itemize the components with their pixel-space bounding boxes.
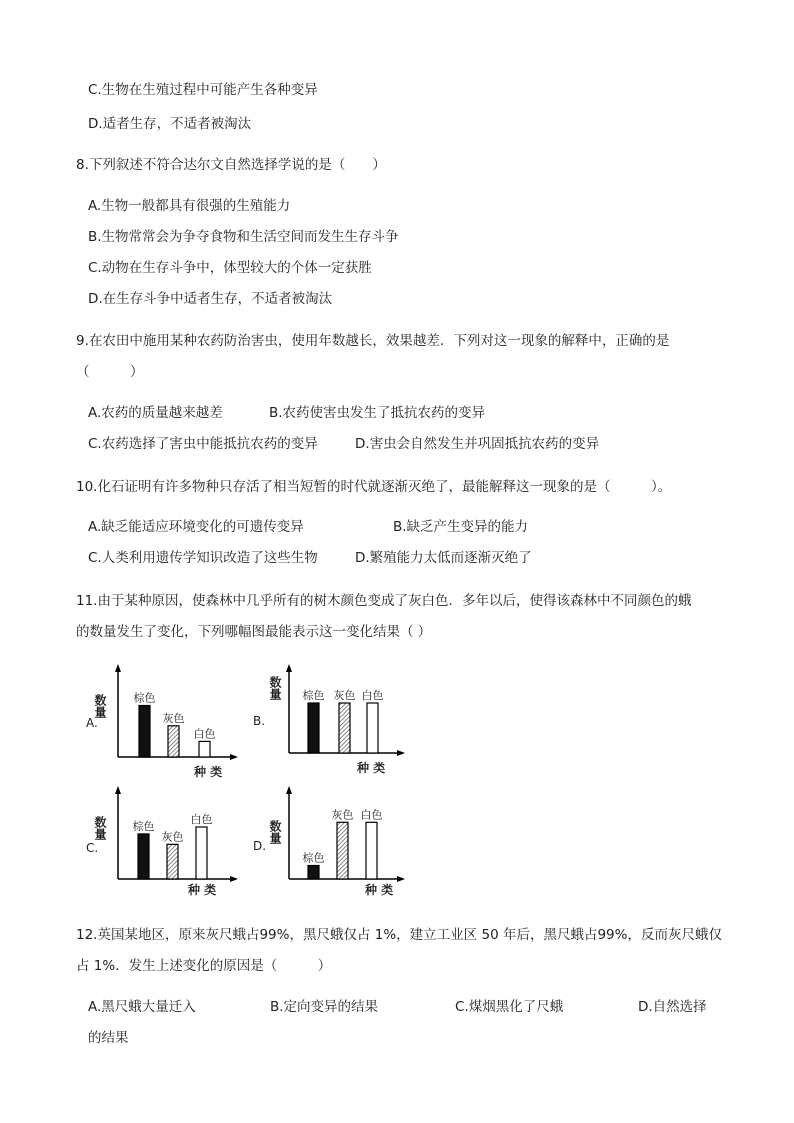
chart-b-bar-white <box>367 703 378 753</box>
q12-options-row <box>88 997 728 1017</box>
q10-stem: 10.化石证明有许多物种只存活了相当短暂的时代就逐渐灭绝了，最能解释这一现象的是（ ）。 <box>76 479 672 495</box>
chart-d-xlabel: 种 类 <box>365 883 394 897</box>
q9-stem-cont: （ ） <box>76 364 144 380</box>
q10-option-d: D.繁殖能力太低而逐渐灭绝了 <box>355 550 532 566</box>
q10-options-row-2 <box>88 548 708 568</box>
chart-d-bar-brown <box>308 866 319 880</box>
q12-stem: 12.英国某地区，原来灰尺蛾占99%，黑尺蛾仅占 1%，建立工业区 50 年后，黑尺蛾占99%，反而灰尺蛾仅 <box>76 927 722 943</box>
chart-b-label-white: 白色 <box>361 689 384 702</box>
q9-stem: 9.在农田中施用某种农药防治害虫，使用年数越长，效果越差．下列对这一现象的解释中，正确的是 <box>76 333 670 349</box>
chart-c-label-brown: 棕色 <box>132 819 155 833</box>
chart-b <box>253 664 413 782</box>
q10-option-a: A.缺乏能适应环境变化的可遗传变异 <box>88 519 304 535</box>
chart-a-bar-brown <box>139 706 150 757</box>
chart-d-x-arrow-icon <box>397 876 405 882</box>
chart-c-bar-gray <box>167 844 178 879</box>
chart-a-bar-white <box>199 741 210 757</box>
chart-d-ylabel: 数量 <box>268 820 282 844</box>
chart-d-letter: D. <box>253 839 267 853</box>
chart-b-label-brown: 棕色 <box>302 689 325 702</box>
q12-stem-cont: 占 1%．发生上述变化的原因是（ ） <box>76 958 332 974</box>
chart-c-bar-brown <box>138 834 149 879</box>
chart-d-bar-white <box>366 822 377 879</box>
chart-c-xlabel: 种 类 <box>188 883 217 897</box>
q8-option-a: A.生物一般都具有很强的生殖能力 <box>88 198 291 214</box>
chart-d-y-arrow-icon <box>286 786 292 794</box>
chart-b-x-arrow-icon <box>397 750 405 756</box>
chart-b-letter: B. <box>253 714 266 728</box>
chart-c-label-white: 白色 <box>190 813 213 826</box>
q8-option-c: C.动物在生存斗争中，体型较大的个体一定获胜 <box>88 260 372 276</box>
q9-option-c: C.农药选择了害虫中能抵抗农药的变异 <box>88 436 318 452</box>
chart-a-y-arrow-icon <box>115 664 121 672</box>
chart-d <box>253 786 413 898</box>
chart-a-ylabel: 数量 <box>93 694 107 718</box>
q12-option-a: A.黑尺蛾大量迁入 <box>88 999 196 1015</box>
q9-option-d: D.害虫会自然发生并巩固抵抗农药的变异 <box>355 436 600 452</box>
q10-options-row-1 <box>88 517 708 537</box>
q9-options-row-1 <box>88 403 708 423</box>
q9-option-a: A.农药的质量越来越差 <box>88 405 223 421</box>
chart-b-label-gray: 灰色 <box>333 689 356 702</box>
q12-option-b: B.定向变异的结果 <box>270 999 379 1015</box>
q12-option-d: D.自然选择 <box>638 999 707 1015</box>
q11-stem-cont: 的数量发生了变化，下列哪幅图最能表示这一变化结果（ ） <box>76 624 432 640</box>
chart-a-label-gray: 灰色 <box>162 711 185 725</box>
q8-stem: 8.下列叙述不符合达尔文自然选择学说的是（ ） <box>76 157 386 173</box>
chart-a-xlabel: 种 类 <box>194 765 223 779</box>
chart-b-ylabel: 数量 <box>268 676 282 700</box>
chart-a-bar-gray <box>168 726 179 757</box>
chart-a <box>86 664 246 782</box>
chart-c-letter: C. <box>86 841 99 855</box>
q9-options-row-2 <box>88 434 708 454</box>
chart-b-bar-gray <box>339 703 350 753</box>
q12-option-d-cont: 的结果 <box>88 1030 129 1046</box>
chart-a-label-white: 白色 <box>193 727 216 741</box>
chart-c-bar-white <box>196 827 207 879</box>
chart-b-y-arrow-icon <box>286 664 292 672</box>
q8-option-d: D.在生存斗争中适者生存，不适者被淘汰 <box>88 291 333 307</box>
chart-c-y-arrow-icon <box>115 786 121 794</box>
chart-c-ylabel: 数量 <box>93 816 107 840</box>
q8-option-b: B.生物常常会为争夺食物和生活空间而发生生存斗争 <box>88 229 399 245</box>
chart-a-label-brown: 棕色 <box>133 691 156 705</box>
prev-option-d: D.适者生存，不适者被淘汰 <box>88 116 252 132</box>
q12-option-c: C.煤烟黑化了尺蛾 <box>455 999 564 1015</box>
chart-d-label-gray: 灰色 <box>331 808 354 822</box>
q10-option-c: C.人类利用遗传学知识改造了这些生物 <box>88 550 318 566</box>
q10-option-b: B.缺乏产生变异的能力 <box>393 519 529 535</box>
chart-b-bar-brown <box>308 703 319 753</box>
chart-b-xlabel: 种 类 <box>357 761 386 775</box>
chart-c <box>86 786 246 898</box>
chart-a-letter: A. <box>86 716 98 730</box>
chart-d-label-brown: 棕色 <box>302 851 325 865</box>
q9-option-b: B.农药使害虫发生了抵抗农药的变异 <box>269 405 486 421</box>
chart-c-label-gray: 灰色 <box>161 830 184 844</box>
chart-d-label-white: 白色 <box>360 808 383 822</box>
chart-d-bar-gray <box>337 822 348 879</box>
chart-a-x-arrow-icon <box>230 754 238 760</box>
q11-stem: 11.由于某种原因，使森林中几乎所有的树木颜色变成了灰白色．多年以后，使得该森林中不同颜色的蛾 <box>76 593 692 609</box>
chart-c-x-arrow-icon <box>230 876 238 882</box>
prev-option-c: C.生物在生殖过程中可能产生各种变异 <box>88 82 318 98</box>
